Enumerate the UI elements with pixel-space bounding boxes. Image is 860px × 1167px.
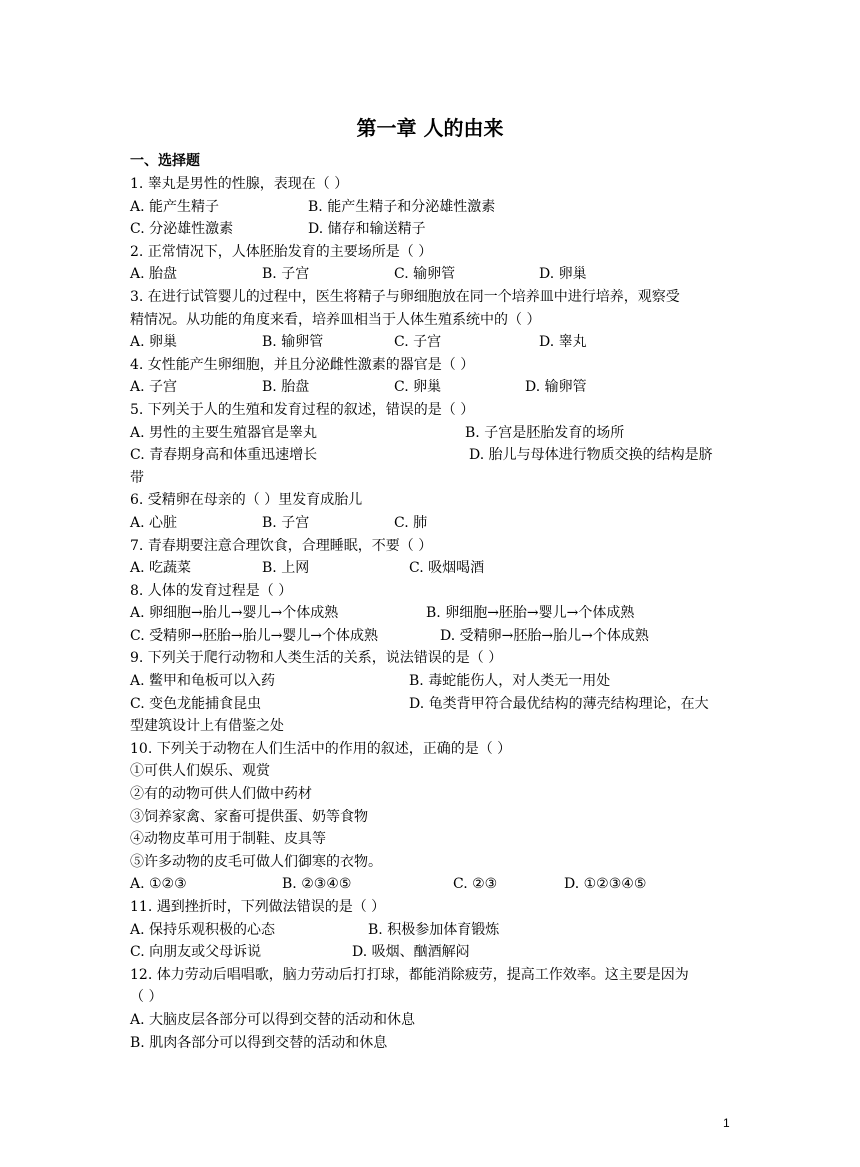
option-d: D. 睾丸 — [539, 334, 587, 351]
option-a: A. 子宫 — [130, 379, 178, 396]
option-d: D. 胎儿与母体进行物质交换的结构是脐 — [469, 447, 713, 464]
page-title: 第一章 人的由来 — [356, 116, 504, 140]
question-5: 5. 下列关于人的生殖和发育过程的叙述，错误的是（ ） — [130, 401, 475, 418]
question-6: 6. 受精卵在母亲的（ ）里发育成胎儿 — [130, 492, 363, 509]
question-11: 11. 遇到挫折时，下列做法错误的是（ ） — [130, 899, 386, 915]
option-d: D. ①②③④⑤ — [564, 876, 647, 893]
options-row — [130, 218, 735, 241]
options-row — [130, 444, 735, 467]
option-a: A. 心脏 — [130, 514, 178, 531]
statement-item: ⑤许多动物的皮毛可做人们御寒的衣物。 — [130, 853, 382, 870]
option-c: C. 向朋友或父母诉说 — [130, 944, 262, 961]
question-7: 7. 青春期要注意合理饮食，合理睡眠，不要（ ） — [130, 537, 433, 554]
statement-item: ②有的动物可供人们做中药材 — [130, 786, 312, 803]
option-b: B. 积极参加体育锻炼 — [368, 921, 500, 938]
options-row — [130, 625, 735, 648]
question-9: 9. 下列关于爬行动物和人类生活的关系，说法错误的是（ ） — [130, 650, 503, 667]
option-c: C. 受精卵→胚胎→胎儿→婴儿→个体成熟 — [130, 627, 379, 644]
option-c: C. 肺 — [394, 514, 428, 531]
option-b: B. 子宫 — [262, 514, 310, 531]
options-row — [130, 376, 735, 399]
question-1: 1. 睾丸是男性的性腺，表现在（ ） — [130, 176, 349, 192]
options-row — [130, 693, 735, 716]
statement-item: ①可供人们娱乐、观赏 — [130, 763, 270, 780]
option-a: A. 胎盘 — [130, 266, 178, 283]
option-d: D. 储存和输送精子 — [308, 221, 426, 238]
question-12-line-1: 12. 体力劳动后唱唱歌，脑力劳动后打打球，都能消除疲劳，提高工作效率。这主要是因为 — [130, 966, 689, 983]
option-c: C. 子宫 — [394, 334, 442, 351]
option-a: A. 鳖甲和龟板可以入药 — [130, 673, 276, 690]
option-a: A. 保持乐观积极的心态 — [130, 921, 276, 938]
question-8: 8. 人体的发育过程是（ ） — [130, 582, 293, 599]
option-a: A. 卵巢 — [130, 334, 178, 351]
options-row — [130, 422, 735, 445]
option-c: C. 输卵管 — [394, 266, 456, 283]
option-b: B. 能产生精子和分泌雄性激素 — [308, 198, 496, 215]
option-d: D. 龟类背甲符合最优结构的薄壳结构理论，在大 — [409, 695, 709, 712]
option-b: B. 胎盘 — [262, 379, 310, 396]
question-3-line-2: 精情况。从功能的角度来看，培养皿相当于人体生殖系统中的（ ） — [130, 311, 541, 328]
question-4: 4. 女性能产生卵细胞，并且分泌雌性激素的器官是（ ） — [130, 356, 475, 373]
section-heading: 一、选择题 — [130, 153, 200, 169]
option-d: D. 卵巢 — [539, 266, 587, 283]
options-row — [130, 196, 735, 219]
option-d-continuation: 型建筑设计上有借鉴之处 — [130, 718, 284, 735]
option-b: B. 毒蛇能伤人，对人类无一用处 — [409, 673, 611, 690]
option-c: C. 吸烟喝酒 — [409, 560, 485, 577]
question-list — [130, 173, 735, 1054]
option-a: A. 大脑皮层各部分可以得到交替的活动和休息 — [130, 1011, 416, 1028]
options-row — [130, 602, 735, 625]
options-row — [130, 512, 735, 535]
options-row — [130, 873, 735, 896]
question-2: 2. 正常情况下，人体胚胎发育的主要场所是（ ） — [130, 243, 433, 260]
question-12-line-2: （ ） — [130, 989, 163, 1006]
option-b: B. 子宫 — [262, 266, 310, 283]
option-a: A. 吃蔬菜 — [130, 560, 192, 577]
option-b: B. 输卵管 — [262, 334, 324, 351]
statement-item: ③饲养家禽、家畜可提供蛋、奶等食物 — [130, 808, 368, 825]
options-row — [130, 941, 735, 964]
option-c: C. 卵巢 — [394, 379, 442, 396]
option-d: D. 吸烟、酗酒解闷 — [352, 944, 470, 961]
question-3-line-1: 3. 在进行试管婴儿的过程中，医生将精子与卵细胞放在同一个培养皿中进行培养，观察受 — [130, 288, 680, 305]
option-c: C. ②③ — [453, 876, 498, 893]
options-row — [130, 557, 735, 580]
option-c: C. 青春期身高和体重迅速增长 — [130, 447, 318, 464]
options-row — [130, 919, 735, 942]
option-c: C. 分泌雄性激素 — [130, 221, 234, 238]
option-a: A. 能产生精子 — [130, 198, 220, 215]
option-b: B. ②③④⑤ — [282, 876, 352, 893]
option-d: D. 输卵管 — [525, 379, 587, 396]
option-c: C. 变色龙能捕食昆虫 — [130, 695, 262, 712]
question-10: 10. 下列关于动物在人们生活中的作用的叙述，正确的是（ ） — [130, 740, 512, 757]
options-row — [130, 331, 735, 354]
option-b: B. 肌肉各部分可以得到交替的活动和休息 — [130, 1034, 388, 1051]
option-d: D. 受精卵→胚胎→胎儿→个体成熟 — [440, 627, 649, 644]
option-a: A. 男性的主要生殖器官是睾丸 — [130, 424, 318, 441]
option-a: A. 卵细胞→胎儿→婴儿→个体成熟 — [130, 605, 339, 622]
option-b: B. 上网 — [262, 560, 310, 577]
option-d-continuation: 带 — [130, 469, 144, 486]
option-b: B. 卵细胞→胚胎→婴儿→个体成熟 — [426, 605, 635, 622]
page-number: 1 — [723, 1116, 730, 1130]
options-row — [130, 670, 735, 693]
option-a: A. ①②③ — [130, 876, 187, 893]
option-b: B. 子宫是胚胎发育的场所 — [465, 424, 625, 441]
options-row — [130, 263, 735, 286]
statement-item: ④动物皮革可用于制鞋、皮具等 — [130, 831, 326, 848]
